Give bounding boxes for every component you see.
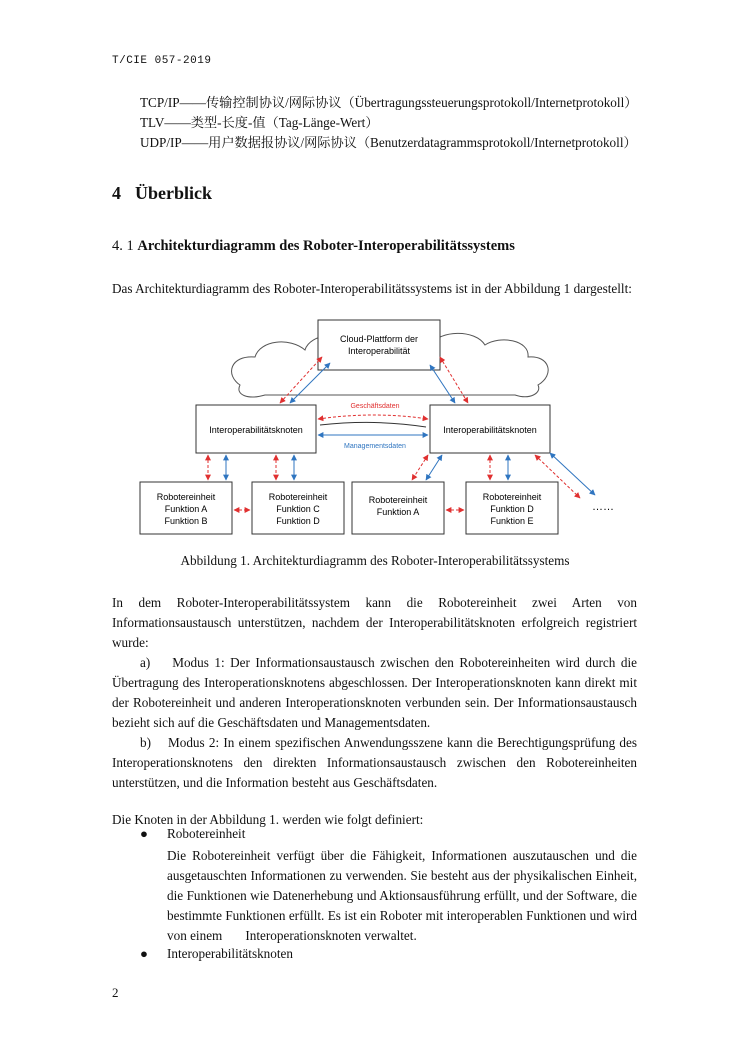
link-business-curve xyxy=(320,422,426,427)
section-heading xyxy=(112,183,212,204)
mode-b-paragraph: b) Modus 2: In einem spezifischen Anwendungsszene kann die Berechtigungsprüfung des Interoperationsknotens den direkten Informationsaustausch zwischen den Robotereinheiten unterstützen, und die Information besteht aus Geschäftsdaten. xyxy=(112,735,637,790)
robot-unit-3-function-1: Funktion A xyxy=(376,507,420,517)
nodes-intro: Die Knoten in der Abbildung 1. werden wie folgt definiert: xyxy=(112,812,424,827)
cloud-platform-label-2: Interoperabilität xyxy=(347,346,411,356)
interop-node-right-label: Interoperabilitätsknoten xyxy=(443,425,537,435)
link-business-data xyxy=(318,415,428,419)
subsection-number: 4. 1 xyxy=(112,238,134,254)
bullet-2-title: Interoperabilitätsknoten xyxy=(167,946,293,961)
robot-unit-1-function-2: Funktion B xyxy=(164,516,208,526)
bullet-1-title: Robotereinheit xyxy=(167,826,246,841)
page-number: 2 xyxy=(112,985,119,1000)
management-data-label: Managementsdaten xyxy=(344,443,406,450)
robot-unit-3-title: Robotereinheit xyxy=(368,495,428,505)
robot-unit-4-function-2: Funktion E xyxy=(490,516,534,526)
link-node-right-robot3-business xyxy=(412,455,428,480)
interop-node-left-label: Interoperabilitätsknoten xyxy=(209,425,303,435)
section-number: 4 xyxy=(112,183,121,203)
link-node-right-robot3-management xyxy=(426,455,442,480)
cloud-platform-label-1: Cloud-Plattform der xyxy=(339,334,419,344)
mode-a-paragraph: a) Modus 1: Der Informationsaustausch zwischen den Robotereinheiten wird durch die Übertragung des Interoperationsknotens abgeschlossen. Der Interoperationsknoten kann direkt mit der Robotereinheit und anderen Interoperationsknoten verbunden sein. Der Informationsaustausch bezieht sich auf die Geschäftsdaten und Managementsdaten. xyxy=(112,655,637,730)
robot-unit-4-title: Robotereinheit xyxy=(482,492,542,502)
robot-unit-1-function-1: Funktion A xyxy=(164,504,208,514)
robot-unit-2-function-2: Funktion D xyxy=(276,516,320,526)
section-title: Überblick xyxy=(135,183,213,203)
robot-unit-2-function-1: Funktion C xyxy=(276,504,320,514)
bullet-2-dot: ● xyxy=(140,946,148,961)
business-data-label: Geschäftsdaten xyxy=(350,403,400,410)
bullet-1-dot: ● xyxy=(140,826,148,841)
document-header: T/CIE 057-2019 xyxy=(112,55,212,67)
para1-line3: wurde: xyxy=(112,635,149,650)
more-units-ellipsis: …… xyxy=(592,501,614,513)
intro-paragraph: Das Architekturdiagramm des Roboter-Interoperabilitätssystems ist in der Abbildung 1 dargestellt: xyxy=(112,281,632,296)
abbreviation-tcp: TCP/IP——传输控制协议/网际协议（Übertragungssteuerungsprotokoll/Internetprotokoll） xyxy=(140,95,638,110)
subsection-title: Architekturdiagramm des Roboter-Interoperabilitätssystems xyxy=(137,238,515,254)
subsection-heading xyxy=(112,238,515,255)
para1-line2: Informationsaustausch unterstützen, nachdem der Interoperabilitätsknoten erfolgreich registriert xyxy=(112,615,637,630)
robot-unit-1-title: Robotereinheit xyxy=(156,492,216,502)
abbreviation-tlv: TLV——类型-长度-值（Tag-Länge-Wert） xyxy=(140,115,379,130)
cloud-platform-box xyxy=(318,320,440,370)
para1-line1: In dem Roboter-Interoperabilitätssystem kann die Robotereinheit zwei Arten von xyxy=(112,595,637,610)
bullet-1-body: Die Robotereinheit verfügt über die Fähigkeit, Informationen auszutauschen und die ausgetauschten Informationen zu verwenden. Sie besteht aus der physikalischen Einheit, die Funktionen wie Datenerhebung und Aktionsausführung erfüllt, und der Software, die bestimmte Funktionen erfüllt. Es ist ein Roboter mit interoperablen Funktionen und wird von einem Interoperationsknoten verwaltet. xyxy=(167,848,637,943)
abbreviation-udp: UDP/IP——用户数据报协议/网际协议（Benutzerdatagrammsprotokoll/Internetprotokoll） xyxy=(140,135,637,150)
architecture-diagram xyxy=(130,315,620,540)
robot-unit-4-function-1: Funktion D xyxy=(490,504,534,514)
robot-unit-2-title: Robotereinheit xyxy=(268,492,328,502)
figure-caption: Abbildung 1. Architekturdiagramm des Roboter-Interoperabilitätssystems xyxy=(180,553,570,568)
